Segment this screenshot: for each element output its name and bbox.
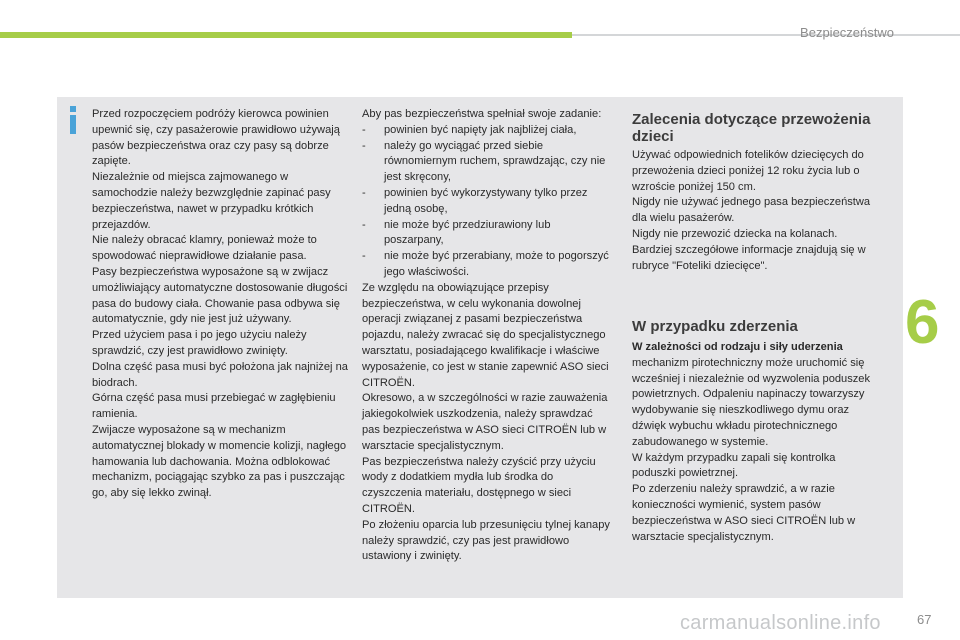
paragraph: Niezależnie od miejsca zajmowanego w samochodzie należy bezwzględnie zapinać pasy bezpieczeństwa, nawet w przypadku krótkich przejazdów.	[92, 171, 331, 231]
paragraph: Okresowo, a w szczególności w razie zauważenia jakiegokolwiek uszkodzenia, należy sprawdzać pas bezpieczeństwa w ASO sieci CITROËN lub w warsztacie specjalistycznym.	[362, 392, 608, 452]
paragraph: Dolna część pasa musi być położona jak najniżej na biodrach.	[92, 360, 348, 389]
lead-rest: mechanizm pirotechniczny może uruchomić się wcześniej i niezależnie od wyzwolenia poduszek powietrznych. Odpaleniu napinaczy towarzyszy wydobywanie się nieszkodliwego dymu oraz dźwięk wybuchu wkładu pirotechnicznego zabudowanego w systemie.	[632, 356, 871, 448]
paragraph: Przed użyciem pasa i po jego użyciu należy sprawdzić, czy jest prawidłowo zwinięty.	[92, 329, 307, 357]
children-heading: Zalecenia dotyczące przewożenia dzieci	[632, 111, 871, 145]
paragraph: Pas bezpieczeństwa należy czyścić przy użyciu wody z dodatkiem mydła lub środka do czyszczenia materiału, dostępnego w sieci CITROËN.	[362, 455, 596, 515]
list-item: - nie może być przedziurawiony lub poszarpany,	[362, 218, 551, 247]
paragraph: Używać odpowiednich fotelików dziecięcych do przewożenia dzieci poniżej 12 roku życia lub o wzroście poniżej 150 cm.	[632, 149, 864, 193]
chapter-number: 6	[905, 288, 940, 357]
list-item: - powinien być napięty jak najbliżej ciała,	[362, 123, 577, 136]
section-title: Bezpieczeństwo	[800, 25, 894, 40]
list-item: - nie może być przerabiany, może to pogorszyć jego właściwości.	[362, 250, 609, 278]
seatbelt-requirements-text	[362, 107, 612, 565]
list-intro: Aby pas bezpieczeństwa spełniał swoje zadanie:	[362, 108, 602, 120]
paragraph: Bardziej szczegółowe informacje znajdują się w rubryce "Foteliki dziecięce".	[632, 243, 866, 272]
accident-text	[632, 340, 880, 545]
paragraph	[632, 340, 880, 451]
paragraph: Przed rozpoczęciem podróży kierowca powinien upewnić się, czy pasażerowie prawidłowo używają pasów bezpieczeństwa oraz czy pasy są dobrze zapięte.	[92, 108, 340, 168]
list-item: - powinien być wykorzystywany tylko przez jedną osobę,	[362, 186, 588, 215]
paragraph: Nigdy nie używać jednego pasa bezpieczeństwa dla wielu pasażerów.	[632, 196, 871, 225]
paragraph: Po zderzeniu należy sprawdzić, a w razie konieczności wymienić, system pasów bezpieczeństwa w ASO sieci CITROËN lub w warsztacie specjalistycznym.	[632, 483, 856, 543]
bold-lead: W zależności od rodzaju i siły uderzenia	[632, 341, 843, 353]
paragraph: Górna część pasa musi przebiegać w zagłębieniu ramienia.	[92, 392, 336, 421]
paragraph: Po złożeniu oparcia lub przesunięciu tylnej kanapy należy sprawdzić, czy pas jest prawidłowo ustawiony i zwinięty.	[362, 518, 610, 563]
info-icon	[63, 106, 83, 134]
watermark: carmanualsonline.info	[680, 612, 881, 634]
children-text	[632, 148, 878, 274]
accident-heading: W przypadku zderzenia	[632, 318, 798, 335]
seatbelt-usage-text	[92, 107, 350, 502]
page-number: 67	[917, 612, 932, 627]
paragraph: Nie należy obracać klamry, ponieważ może to spowodować nieprawidłowe działanie pasa.	[92, 234, 317, 263]
paragraph: Zwijacze wyposażone są w mechanizm automatycznej blokady w momencie kolizji, nagłego hamowania lub dachowania. Można odblokować mechanizm, pociągając szybko za pas i puszczając go, aby się lekko zwinął.	[92, 423, 347, 500]
paragraph: Nigdy nie przewozić dziecka na kolanach.	[632, 227, 838, 240]
header-divider	[572, 34, 960, 36]
paragraph: Ze względu na obowiązujące przepisy bezpieczeństwa, w celu wykonania dowolnej operacji związanej z pasami bezpieczeństwa pojazdu, należy zwracać się do specjalistycznego warsztatu, posiadającego kwalifikacje i właściwe wyposażenie, co jest w stanie zapewnić ASO sieci CITROËN.	[362, 281, 609, 389]
list-item: - należy go wyciągać przed siebie równomiernym ruchem, sprawdzając, czy nie jest skręcony,	[362, 139, 606, 184]
paragraph: W każdym przypadku zapali się kontrolka poduszki powietrznej.	[632, 451, 836, 480]
header-accent-bar	[0, 32, 572, 38]
paragraph: Pasy bezpieczeństwa wyposażone są w zwijacz umożliwiający automatyczne dostosowanie długości pasa do budowy ciała. Chowanie pasa odbywa się automatycznie, gdy nie jest już używany.	[92, 265, 348, 326]
